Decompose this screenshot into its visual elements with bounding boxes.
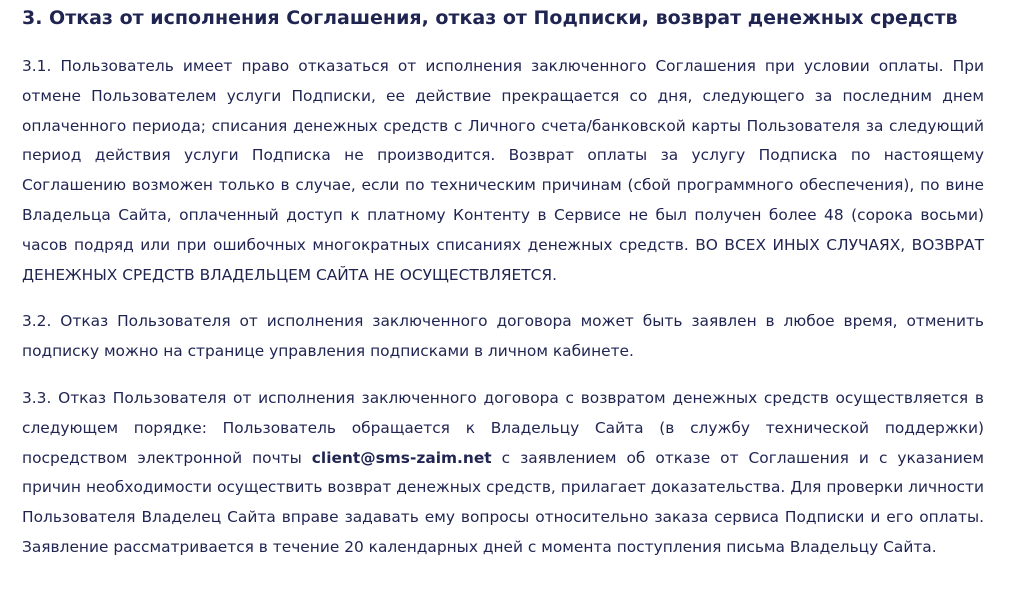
section-title: 3. Отказ от исполнения Соглашения, отказ от Подписки, возврат денежных средств xyxy=(22,7,958,29)
paragraph-3-1: 3.1. Пользователь имеет право отказаться от исполнения заключенного Соглашения при условии оплаты. При отмене Пользователем услуги Подписки, ее действие прекращается со дня, следующего за последним днем оплаченного периода; списания денежных средств с Личного счета/банковской карты Пользователя за следующий период действия услуги Подписка не производится. Возврат оплаты за услугу Подписка по настоящему Соглашению возможен только в случае, если по техническим причинам (сбой программного обеспечения), по вине Владельца Сайта, оплаченный доступ к платному Контенту в Сервисе не был получен более 48 (сорока восьми) часов подряд или при ошибочных многократных списаниях денежных средств. ВО ВСЕХ ИНЫХ СЛУЧАЯХ, ВОЗВРАТ ДЕНЕЖНЫХ СРЕДСТВ ВЛАДЕЛЬЦЕМ САЙТА НЕ ОСУЩЕСТВЛЯЕТСЯ. xyxy=(22,57,984,284)
paragraph-3-2: 3.2. Отказ Пользователя от исполнения заключенного договора может быть заявлен в любое время, отменить подписку можно на странице управления подписками в личном кабинете. xyxy=(22,312,984,361)
paragraph-3-3 xyxy=(22,384,984,563)
paragraph-3-3-text-before: 3.3. Отказ Пользователя от исполнения заключенного договора с возвратом денежных средств осуществляется в следующем порядке: Пользователь обращается к Владельцу Сайта (в службу технической поддержки) посредством электронной почты xyxy=(22,388,984,467)
support-email-link[interactable]: client@sms-zaim.net xyxy=(311,448,492,467)
paragraph-3-3-text-after: с заявлением об отказе от Соглашения и с указанием причин необходимости осуществить возврат денежных средств, прилагает доказательства. Для проверки личности Пользователя Владелец Сайта вправе задавать ему вопросы относительно заказа сервиса Подписки и его оплаты. Заявление рассматривается в течение 20 календарных дней с момента поступления письма Владельцу Сайта. xyxy=(22,448,984,556)
